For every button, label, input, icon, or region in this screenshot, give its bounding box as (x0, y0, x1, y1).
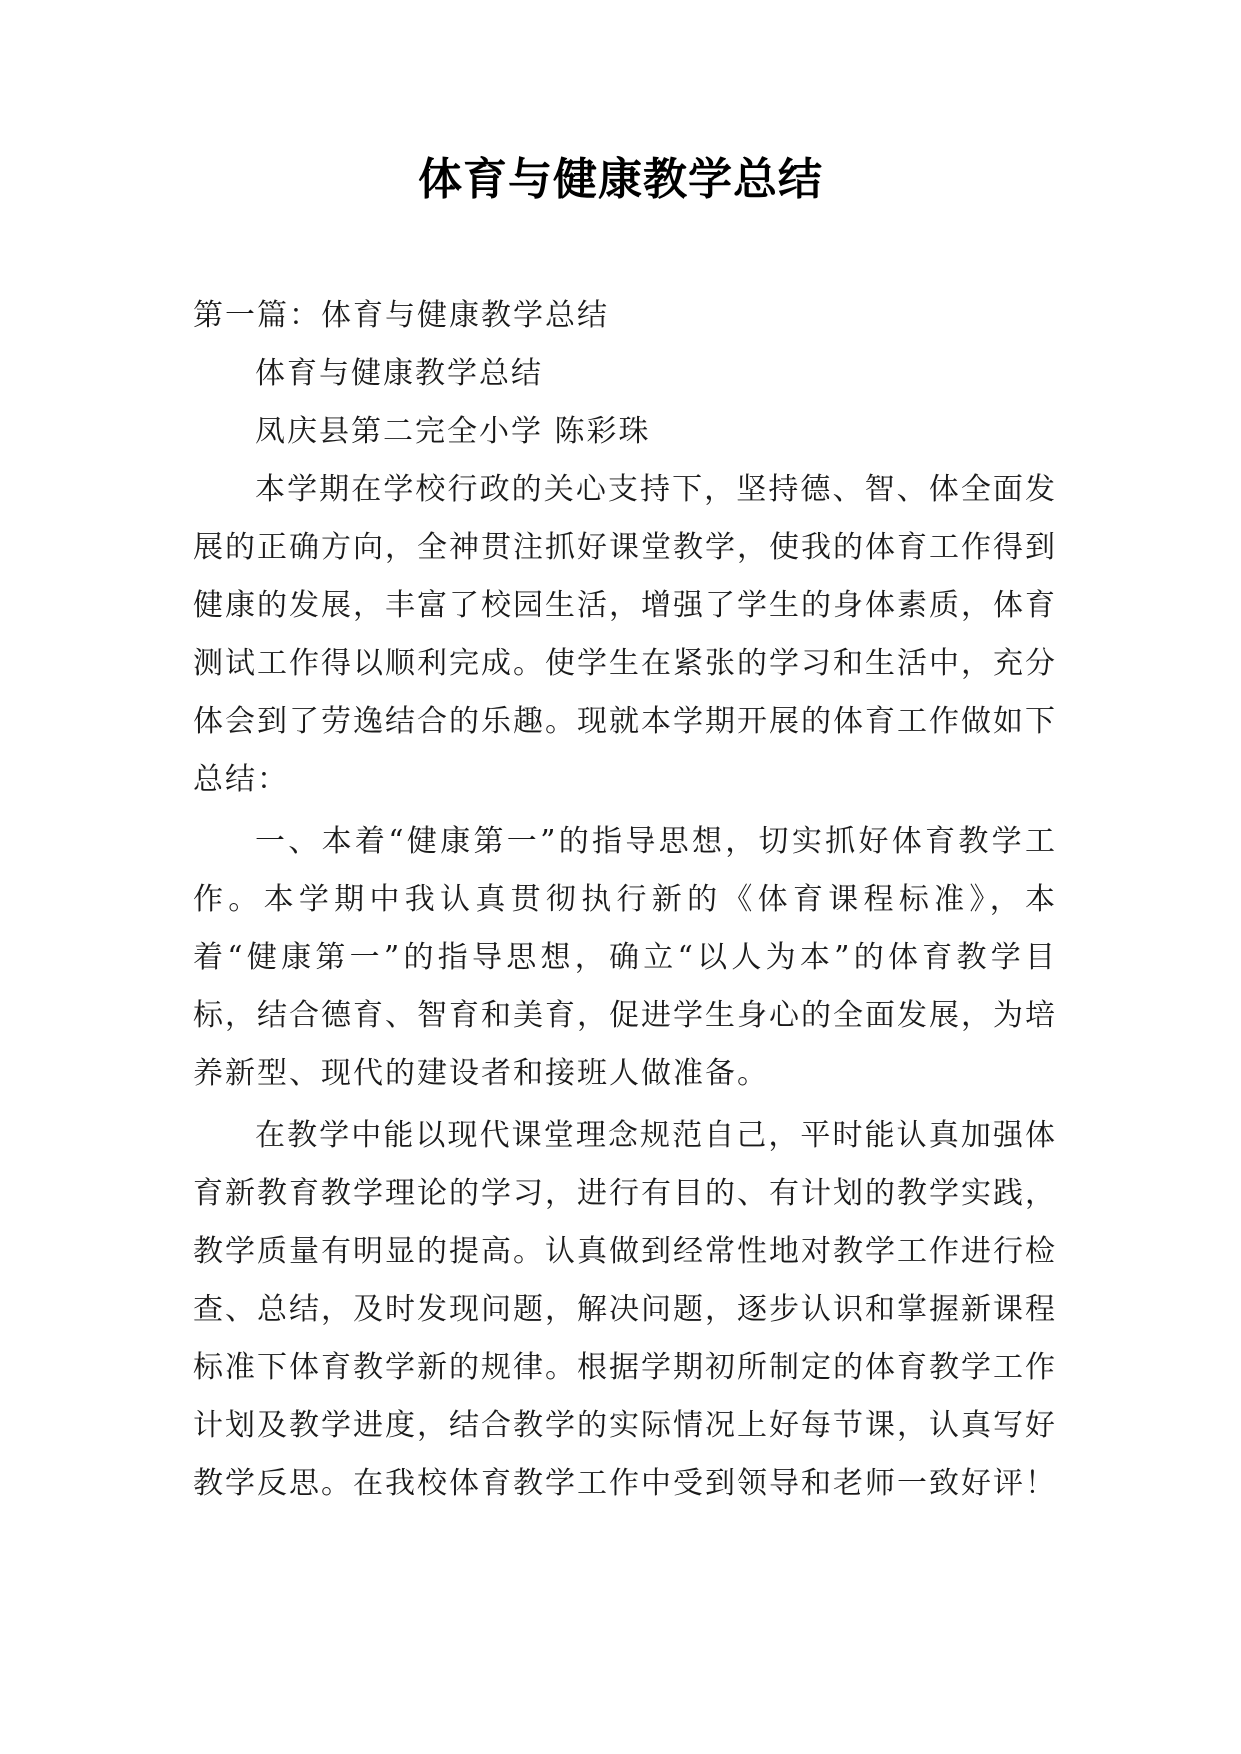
paragraph-intro: 本学期在学校行政的关心支持下，坚持德、智、体全面发展的正确方向，全神贯注抓好课堂教学，使我的体育工作得到健康的发展，丰富了校园生活，增强了学生的身体素质，体育测试工作得以顺利完成。使学生在紧张的学习和生活中，充分体会到了劳逸结合的乐趣。现就本学期开展的体育工作做如下总结： (193, 472, 1057, 797)
subtitle: 体育与健康教学总结 (255, 356, 543, 391)
document-body (193, 287, 1057, 1513)
document-title: 体育与健康教学总结 (418, 154, 823, 205)
paragraph-section-one: 一、本着“健康第一”的指导思想，切实抓好体育教学工作。本学期中我认真贯彻执行新的《体育课程标准》，本着“健康第一”的指导思想，确立“以人为本”的体育教学目标，结合德育、智育和美育，促进学生身心的全面发展，为培养新型、现代的建设者和接班人做准备。 (193, 824, 1057, 1091)
author-line: 凤庆县第二完全小学 陈彩珠 (255, 414, 651, 449)
section-heading: 第一篇：体育与健康教学总结 (193, 298, 609, 333)
paragraph-teaching: 在教学中能以现代课堂理念规范自己，平时能认真加强体育新教育教学理论的学习，进行有目的、有计划的教学实践，教学质量有明显的提高。认真做到经常性地对教学工作进行检查、总结，及时发现问题，解决问题，逐步认识和掌握新课程标准下体育教学新的规律。根据学期初所制定的体育教学工作计划及教学进度，结合教学的实际情况上好每节课，认真写好教学反思。在我校体育教学工作中受到领导和老师一致好评！ (193, 1118, 1057, 1501)
